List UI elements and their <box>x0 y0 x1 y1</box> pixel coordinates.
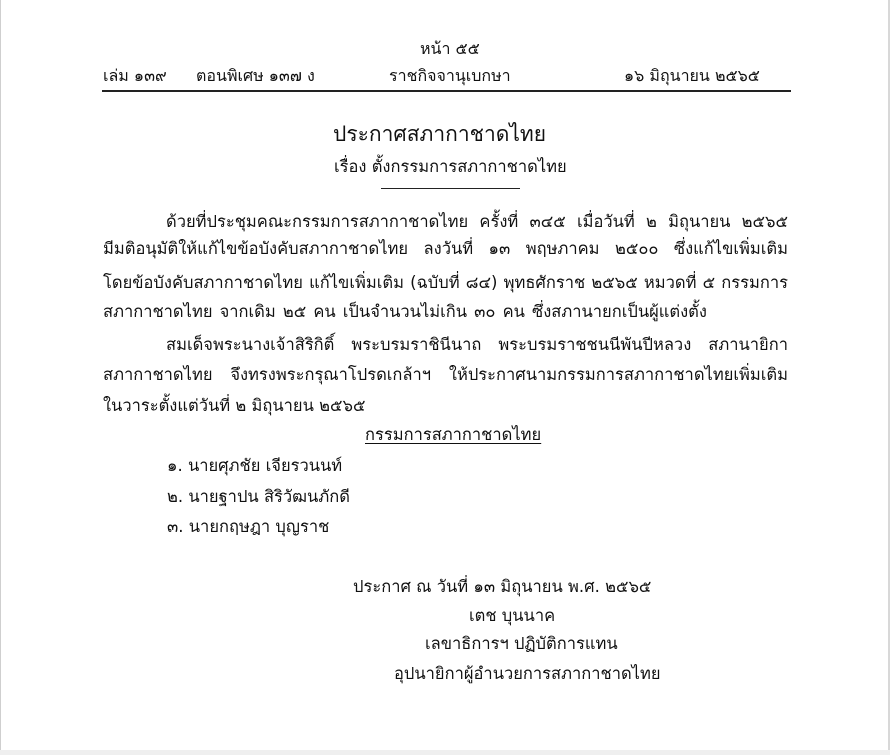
volume-number: เล่ม ๑๓๙ <box>103 66 167 85</box>
page-edge-bottom <box>0 750 890 755</box>
paragraph-2-line-1: สมเด็จพระนางเจ้าสิริกิติ์ พระบรมราชินีนาถ พระบรมราชชนนีพันปีหลวง สภานายิกา <box>166 335 788 354</box>
document-title: ประกาศสภากาชาดไทย <box>333 122 547 146</box>
signatory-name: เตช บุนนาค <box>469 606 556 625</box>
title-divider <box>381 188 520 189</box>
signatory-title: อุปนายิกาผู้อำนวยการสภากาชาดไทย <box>394 664 661 683</box>
committee-member: ๒. นายฐาปน สิริวัฒนภักดี <box>167 487 350 506</box>
header-rule <box>102 90 791 92</box>
paragraph-1-line-3: โดยข้อบังคับสภากาชาดไทย แก้ไขเพิ่มเติม (ฉบับที่ ๘๔) พุทธศักราช ๒๕๖๕ หมวดที่ ๕ กรรมการ <box>103 273 788 292</box>
gazette-name: ราชกิจจานุเบกษา <box>389 66 511 85</box>
committee-member: ๑. นายศุภชัย เจียรวนนท์ <box>167 456 343 475</box>
page-edge-left <box>0 0 1 755</box>
announcement-date: ประกาศ ณ วันที่ ๑๓ มิถุนายน พ.ศ. ๒๕๖๕ <box>353 577 652 596</box>
paragraph-2-line-2: สภากาชาดไทย จึงทรงพระกรุณาโปรดเกล้าฯ ให้ประกาศนามกรรมการสภากาชาดไทยเพิ่มเติม <box>103 365 788 384</box>
paragraph-1-line-2: มีมติอนุมัติให้แก้ไขข้อบังคับสภากาชาดไทย ลงวันที่ ๑๓ พฤษภาคม ๒๕๐๐ ซึ่งแก้ไขเพิ่มเติม <box>103 239 788 258</box>
section-number: ตอนพิเศษ ๑๓๗ ง <box>196 66 315 85</box>
document-subject: เรื่อง ตั้งกรรมการสภากาชาดไทย <box>334 157 567 176</box>
signatory-position: เลขาธิการฯ ปฏิบัติการแทน <box>425 634 618 653</box>
paragraph-1-line-1: ด้วยที่ประชุมคณะกรรมการสภากาชาดไทย ครั้งที่ ๓๔๕ เมื่อวันที่ ๒ มิถุนายน ๒๕๖๕ <box>166 212 788 231</box>
paragraph-2-line-3: ในวาระตั้งแต่วันที่ ๒ มิถุนายน ๒๕๖๕ <box>103 396 366 415</box>
page-number: หน้า ๕๕ <box>420 39 480 58</box>
committee-member: ๓. นายกฤษฎา บุญราช <box>167 517 330 536</box>
committee-heading: กรรมการสภากาชาดไทย <box>365 425 542 444</box>
paragraph-1-line-4: สภากาชาดไทย จากเดิม ๒๕ คน เป็นจำนวนไม่เกิน ๓๐ คน ซึ่งสภานายกเป็นผู้แต่งตั้ง <box>103 302 707 321</box>
gazette-date: ๑๖ มิถุนายน ๒๕๖๕ <box>624 66 760 85</box>
